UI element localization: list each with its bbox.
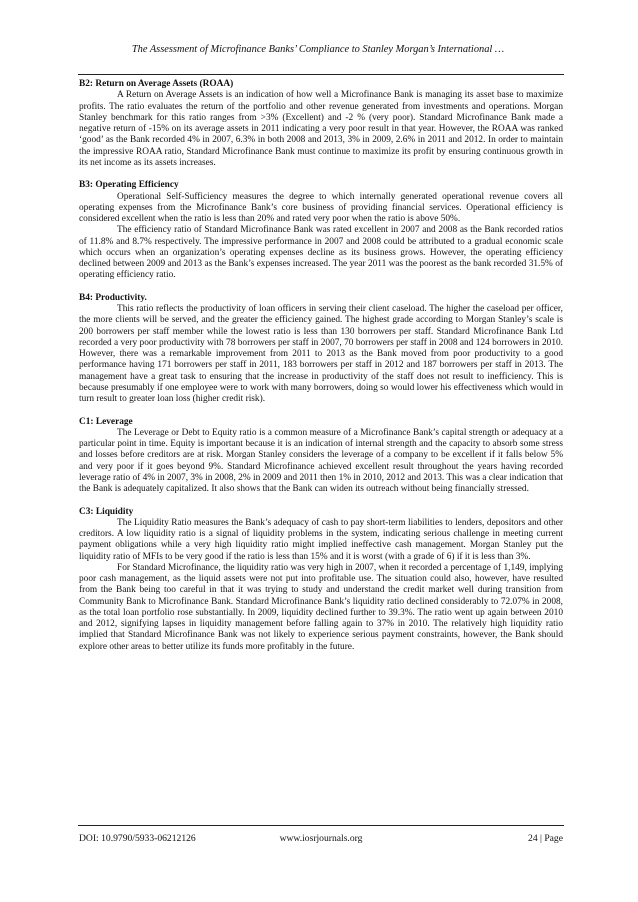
footer-page-number: 24 | Page — [528, 833, 563, 844]
section-productivity — [79, 293, 563, 406]
section-heading: B2: Return on Average Assets (ROAA) — [79, 79, 234, 89]
paragraph: A Return on Average Assets is an indication of how well a Microfinance Bank is managing its asset base to maximize profits. The ratio evaluates the return of the portfolio and other revenue generated from investments and operations. Morgan Stanley benchmark for this ratio ranges from >3% (Excellent) and -2 % (very poor). Standard Microfinance Bank made a negative return of -15% on its average assets in 2011 indicating a very poor result in that year. However, the ROAA was ranked ‘good’ as the Bank recorded 4% in 2007, 6.3% in both 2008 and 2013, 3% in 2009, 2.6% in 2011 and 2012. In order to maintain the impressive ROAA ratio, Standard Microfinance Bank must continue to maximize its profit by ensuring continuous growth in its net income as its assets increases. — [79, 90, 563, 168]
running-header-title: The Assessment of Microfinance Banks’ Compliance to Stanley Morgan’s International … — [131, 44, 505, 55]
footer-website-link[interactable]: www.iosrjournals.org — [279, 833, 363, 844]
section-heading: C3: Liquidity — [79, 506, 134, 517]
paragraph: Operational Self-Sufficiency measures the degree to which internally generated operational revenue covers all operating expenses from the Microfinance Bank’s core business of providing financial services. Operational efficiency is considered excellent when the ratio is less than 20% and rated very poor when the ratio is above 50%. — [79, 191, 563, 224]
section-liquidity — [79, 507, 563, 653]
section-heading: B3: Operating Efficiency — [79, 180, 179, 191]
page-footer — [79, 832, 563, 846]
paragraph: For Standard Microfinance, the liquidity ratio was very high in 2007, when it recorded a percentage of 1,149, implying poor cash management, as the liquid assets were not put into profitable use. The situation could also, however, have resulted from the Bank being too careful in that it was trying to study and understand the credit market well during transition from Community Bank to Microfinance Bank. Standard Microfinance Bank’s liquidity ratio declined considerably to 72.07% in 2008, as the total loan portfolio rose substantially. In 2009, liquidity declined further to 39.3%. The ratio went up again between 2010 and 2012, signifying lapses in liquidity management before falling again to 37% in 2010. The relatively high liquidity ratio implied that Standard Microfinance Bank was not likely to experience serious payment constraints, however, the Bank should explore other areas to better utilize its funds more profitably in the future. — [79, 562, 563, 652]
paragraph: This ratio reflects the productivity of loan officers in serving their client caseload. The higher the caseload per officer, the more clients will be served, and the greater the efficiency gained. The highest grade according to Morgan Stanley’s scale is 200 borrowers per staff member while the lowest ratio is less than 130 borrowers per staff. Standard Microfinance Bank Ltd recorded a very poor productivity with 78 borrowers per staff in 2007, 70 borrowers per staff in 2008 and 124 borrowers in 2010. However, there was a remarkable improvement from 2011 to 2013 as the Bank moved from poor productivity to a good performance having 171 borrowers per staff in 2011, 183 borrowers per staff in 2012 and 187 borrowers per staff in 2013. The management have a great task to ensuring that the increase in productivity of the staff does not result to inefficiency. This is because presumably if one employee were to work with many borrowers, doing so would lower his effectiveness which would in turn result to greater loan loss (higher credit risk). — [79, 304, 563, 404]
paragraph: The efficiency ratio of Standard Microfinance Bank was rated excellent in 2007 and 2008 as the Bank recorded ratios of 11.8% and 8.7% respectively. The impressive performance in 2007 and 2008 could be attributed to a gradual economic scale which occurs when an organization’s operating expenses decline as its business grows. However, the operating efficiency declined between 2009 and 2013 as the Bank’s expenses increased. The year 2011 was the poorest as the bank recorded 31.5% of operating efficiency ratio. — [79, 225, 563, 281]
section-roaa — [79, 79, 563, 169]
section-heading: C1: Leverage — [79, 416, 133, 427]
header-divider — [78, 74, 564, 75]
article-body — [79, 79, 563, 664]
paragraph: The Leverage or Debt to Equity ratio is a common measure of a Microfinance Bank’s capital strength or adequacy at a particular point in time. Equity is important because it is an indication of internal strength and the capacity to absorb some stress and losses before creditors are at risk. Morgan Stanley considers the leverage of a company to be excellent if it falls below 5% and very poor if it goes beyond 9%. Standard Microfinance achieved excellent result throughout the years having recorded leverage ratio of 4% in 2007, 3% in 2008, 2% in 2009 and 2011 then 1% in 2010, 2012 and 2013. This was a clear indication that the Bank is adequately capitalized. It also shows that the Bank can widen its outreach without being financially stressed. — [79, 427, 563, 494]
section-leverage — [79, 417, 563, 496]
section-operating-efficiency — [79, 180, 563, 281]
footer-divider — [78, 825, 564, 826]
section-heading: B4: Productivity. — [79, 292, 147, 303]
footer-doi: DOI: 10.9790/5933-06212126 — [79, 833, 196, 844]
paragraph: The Liquidity Ratio measures the Bank’s adequacy of cash to pay short-term liabilities to lenders, depositors and other creditors. A low liquidity ratio is a signal of liquidity problems in the system, indicating serious challenge in meeting current payment obligations while a very high liquidity ratio might implied ineffective cash management. Morgan Stanley put the liquidity ratio of MFIs to be very good if the ratio is less than 15% and it is worst (with a grade of 6) if it is less than 3%. — [79, 517, 563, 562]
